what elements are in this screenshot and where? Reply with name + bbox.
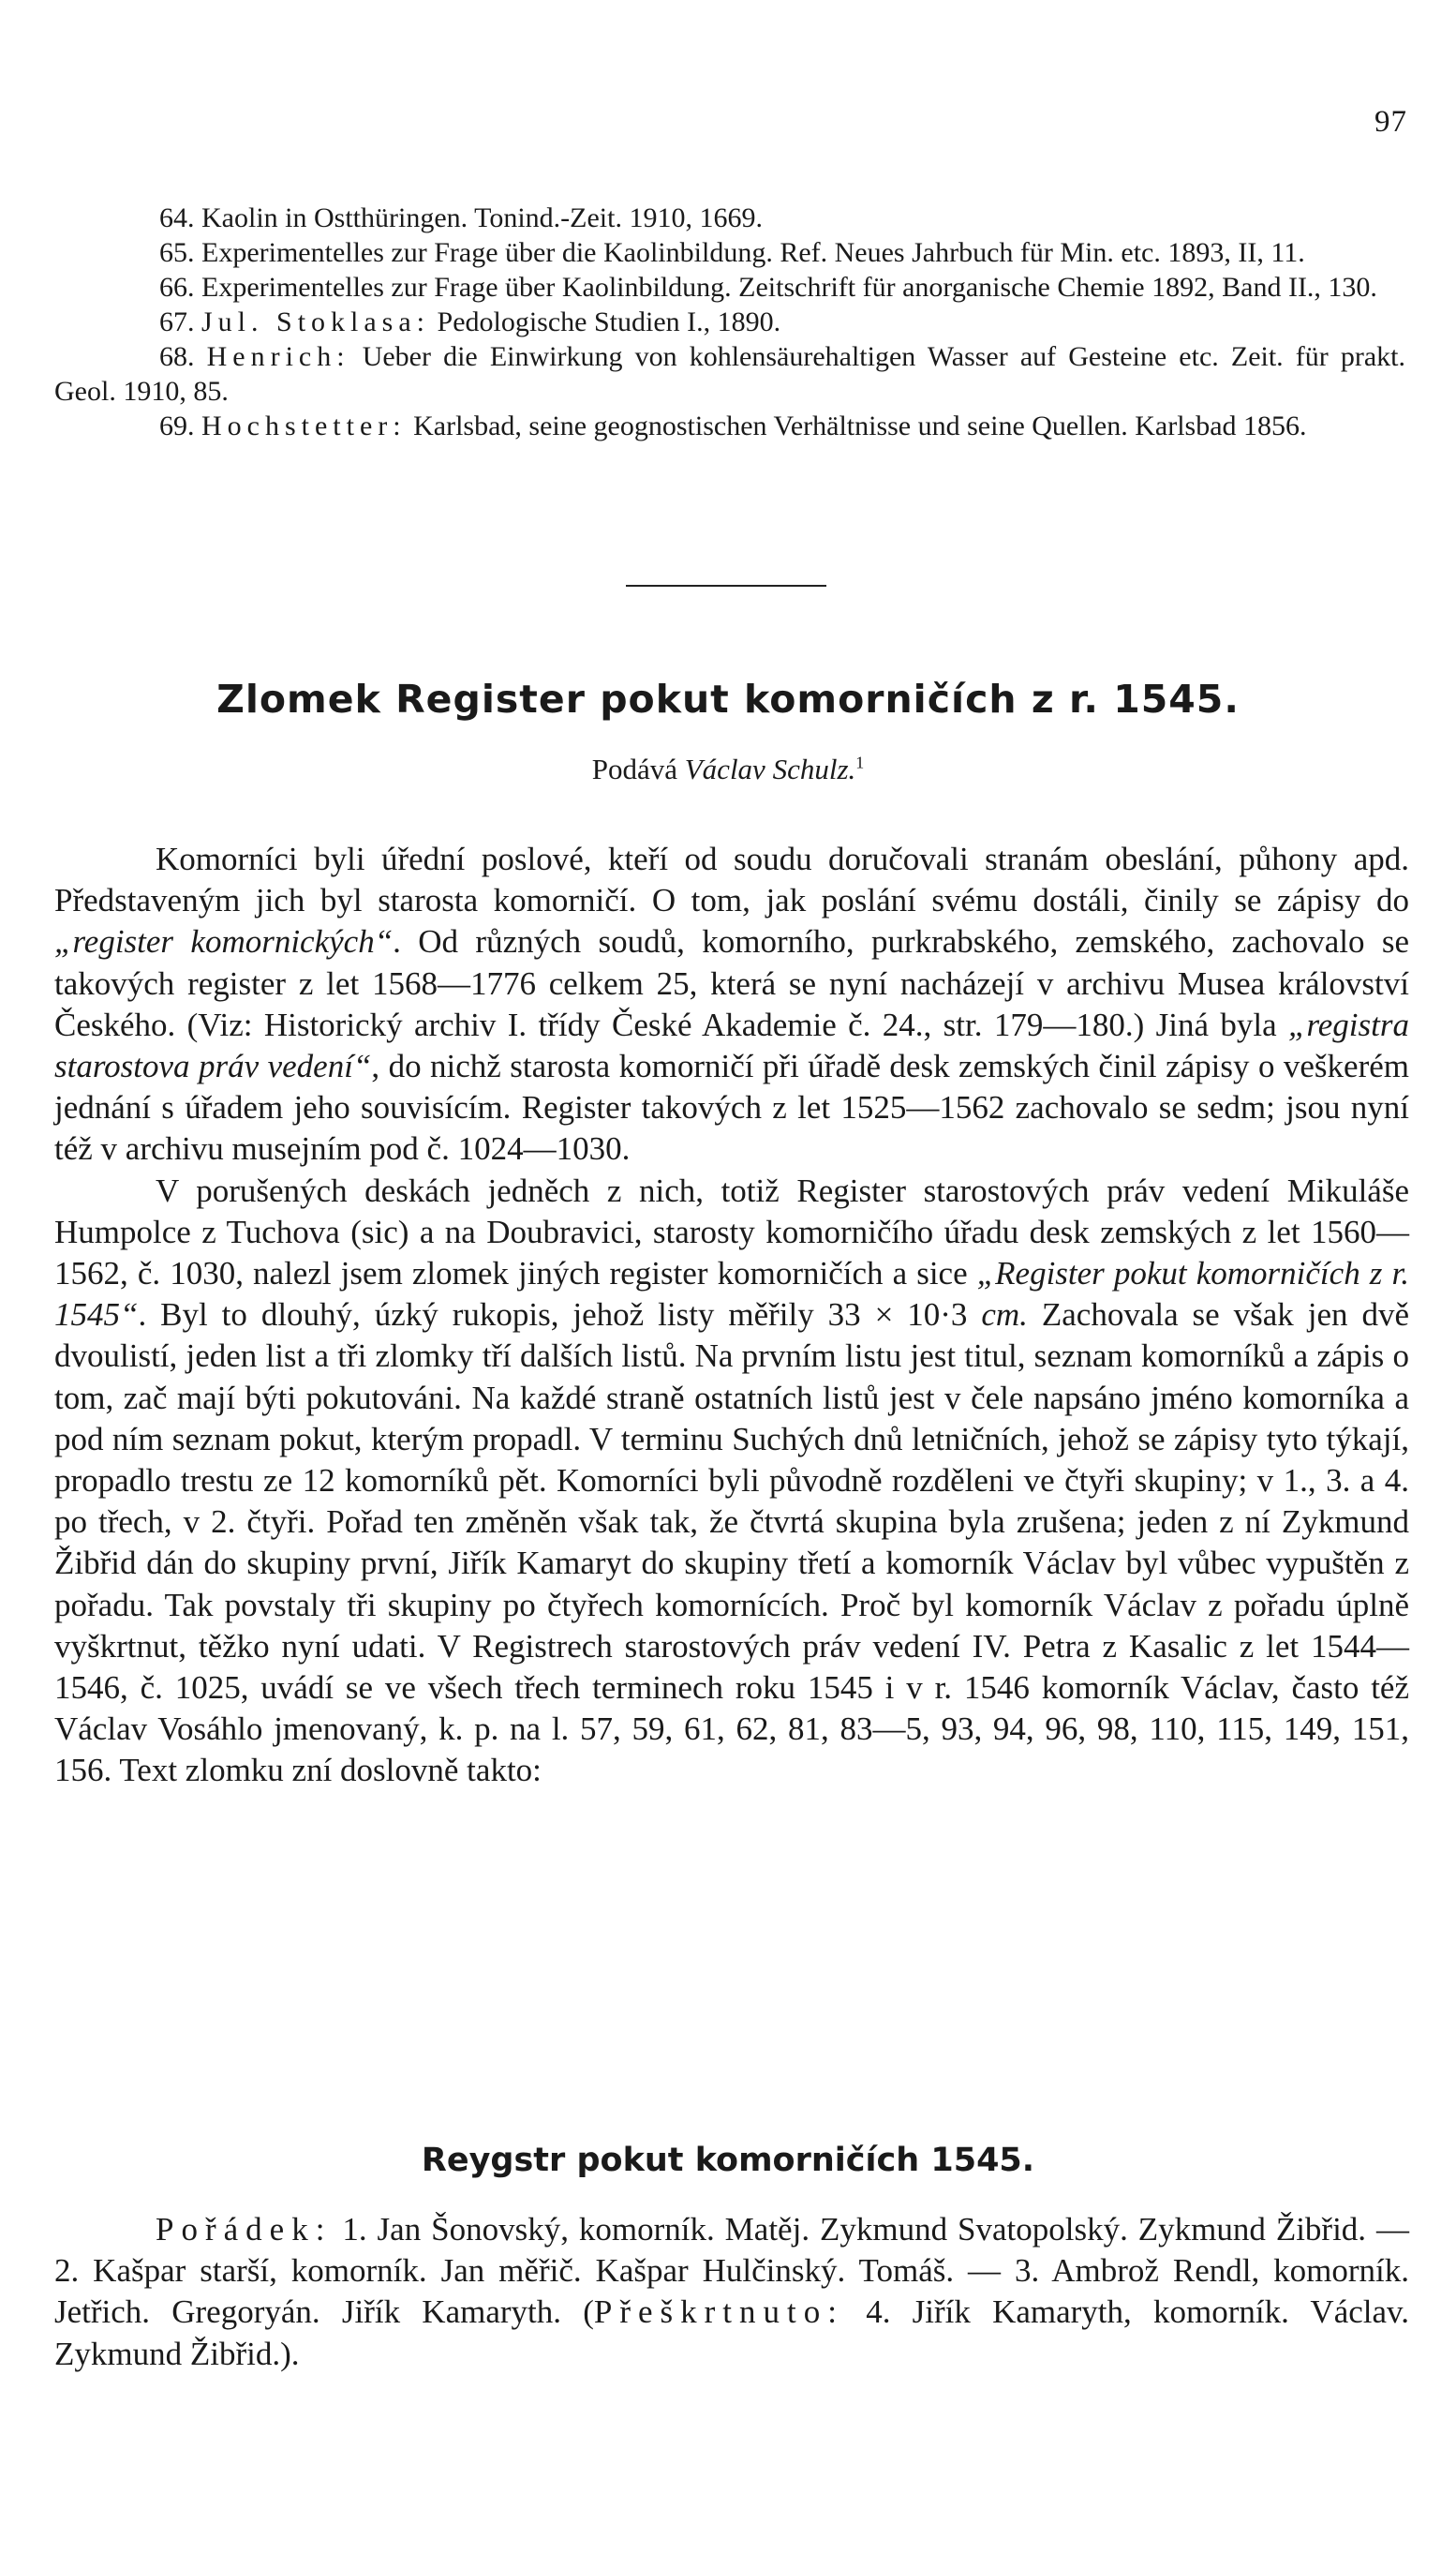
paragraph-text: V porušených deskách jedněch z nich, totiž Register starostových práv vedení Mikuláše Humpolce z Tuchova (sic) a na Doubravici, starosty komorničího úřadu desk zemských z let 1560—1562, č. 1030, nalezl jsem zlomek jiných register komorničích a sice (54, 1172, 1409, 1292)
reference-item (54, 235, 1405, 270)
reference-list (54, 201, 1405, 443)
paragraph-emphasis: „register komornických“ (54, 923, 394, 961)
byline-prefix: Podává (591, 753, 677, 785)
register-entries: 4. Jiřík Kamaryth, komorník. Václav. Zykmund Žibřid.). (54, 2293, 1410, 2372)
reference-number: 69. (159, 411, 195, 441)
reference-text: Kaolin in Ostthüringen. Tonind.-Zeit. 1910, 1669. (201, 202, 763, 233)
register-paragraph (54, 2209, 1409, 2375)
paragraph-emphasis: „Register pokut komorničích z r. 1545“ (54, 1255, 1409, 1334)
reference-item (54, 339, 1405, 409)
paragraph-1 (54, 839, 1409, 1171)
article-title: Zlomek Register pokut komorničích z r. 1545. (216, 677, 1240, 722)
reference-item (54, 409, 1405, 443)
paragraph-text: . Od různých soudů, komorního, purkrabského, zemského, zachovalo se takových register z let 1568—1776 celkem 25, která se nyní nacházejí v archivu Musea království Českého. (Viz: Historický archiv I. třídy České Akademie č. 24., str. 179—180.) Jiná byla (54, 923, 1409, 1043)
register-label: Pořádek: (156, 2211, 333, 2248)
article-body (54, 839, 1409, 1792)
reference-number: 65. (159, 237, 195, 268)
register-entries: 1. Jan Šonovský, komorník. Matěj. Zykmund Svatopolský. Zykmund Žibřid. — 2. Kašpar starší, komorník. Jan měřič. Kašpar Hulčinský. Tomáš. — 3. Ambrož Rendl, komorník. Jetřich. Gregoryán. Jiřík Kamaryth. ( (54, 2211, 1409, 2331)
footnote-mark: 1 (855, 753, 865, 772)
paragraph-emphasis: cm. (981, 1296, 1028, 1334)
reference-text: Ueber die Einwirkung von kohlensäurehaltigen Wasser auf Gesteine etc. Zeit. für prakt. Geol. 1910, 85. (54, 341, 1406, 407)
section-divider (626, 585, 826, 587)
paragraph-text: . Byl to dlouhý, úzký rukopis, jehož listy měřily 33 × 10·3 (138, 1296, 982, 1334)
struck-label: Přeškrtnuto: (593, 2293, 844, 2331)
reference-author: Henrich: (206, 341, 350, 372)
reference-number: 64. (159, 202, 195, 233)
reference-item (54, 270, 1405, 305)
reference-author: Jul. Stoklasa: (201, 306, 431, 337)
byline-author: Václav Schulz. (684, 753, 856, 785)
byline (0, 753, 1456, 786)
paragraph-text: , do nichž starosta komorničí při úřadě desk zemských činil zápisy o veškerém jednání s úřadem jeho souvisícím. Register takových z let 1525—1562 zachovalo se sedm; jsou nyní též v archivu musejním pod č. 1024—1030. (54, 1048, 1409, 1168)
reference-item (54, 305, 1405, 339)
paragraph-text: Komorníci byli úřední poslové, kteří od soudu doručovali stranám obeslání, půhony apd. Představeným jich byl starosta komorničí. O tom, jak poslání svému dostáli, činily se zápisy do (54, 841, 1409, 919)
register-heading: Reygstr pokut komorničích 1545. (421, 2142, 1035, 2179)
reference-number: 67. (159, 306, 195, 337)
paragraph-emphasis: „registra starostova práv vedení“ (54, 1006, 1409, 1085)
reference-number: 68. (159, 341, 195, 372)
reference-text: Experimentelles zur Frage über Kaolinbildung. Zeitschrift für anorganische Chemie 1892, Band II., 130. (201, 272, 1377, 303)
reference-text: Karlsbad, seine geognostischen Verhältnisse und seine Quellen. Karlsbad 1856. (413, 411, 1307, 441)
register-text (54, 2209, 1409, 2375)
reference-text: Experimentelles zur Frage über die Kaolinbildung. Ref. Neues Jahrbuch für Min. etc. 1893, II, 11. (201, 237, 1305, 268)
reference-number: 66. (159, 272, 195, 303)
paragraph-2 (54, 1171, 1409, 1792)
page-number: 97 (1374, 105, 1407, 139)
paragraph-text: Zachovala se však jen dvě dvoulistí, jeden list a tři zlomky tří dalších listů. Na prvním listu jest titul, seznam komorníků a zápis o tom, zač mají býti pokutováni. Na každé straně ostatních listů jest v čele napsáno jméno komorníka a pod ním seznam pokut, kterým propadl. V terminu Suchých dnů letničních, jehož se zápisy tyto týkají, propadlo trestu ze 12 komorníků pět. Komorníci byli původně rozděleni ve čtyři skupiny; v 1., 3. a 4. po třech, v 2. čtyři. Pořad ten změněn však tak, že čtvrtá skupina byla zrušena; jeden z ní Zykmund Žibřid dán do skupiny první, Jiřík Kamaryt do skupiny třetí a komorník Václav byl vůbec vypuštěn z pořadu. Tak povstaly tři skupiny po čtyřech komornících. Proč byl komorník Václav z pořadu úplně vyškrtnut, těžko nyní udati. V Registrech starostových práv vedení IV. Petra z Kasalic z let 1544—1546, č. 1025, uvádí se ve všech třech terminech roku 1545 i v r. 1546 komorník Václav, často též Václav Vosáhlo jmenovaný, k. p. na l. 57, 59, 61, 62, 81, 83—5, 93, 94, 96, 98, 110, 115, 149, 151, 156. Text zlomku zní doslovně takto: (54, 1296, 1409, 1789)
reference-item (54, 201, 1405, 235)
reference-text: Pedologische Studien I., 1890. (437, 306, 781, 337)
reference-author: Hochstetter: (201, 411, 407, 441)
